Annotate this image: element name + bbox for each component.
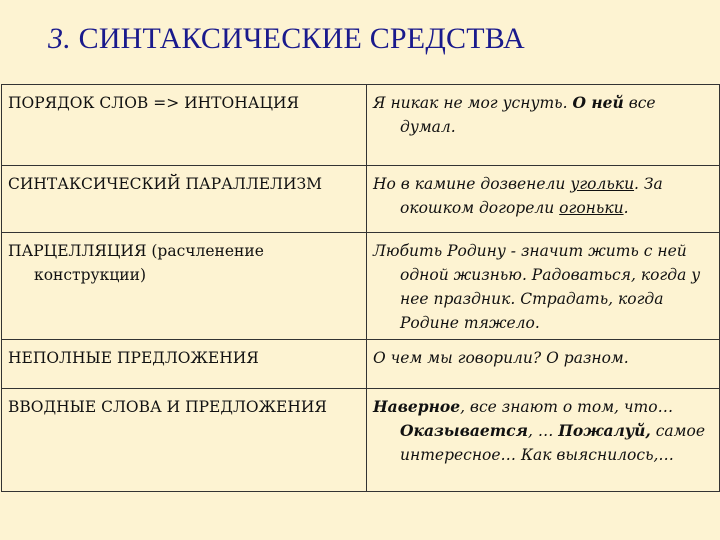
example-cell [367, 389, 720, 492]
example-bold: Пожалуй, [558, 421, 651, 440]
example-cell [367, 233, 720, 340]
example-bold: Наверное [373, 397, 461, 416]
title-text: СИНТАКСИЧЕСКИЕ СРЕДСТВА [78, 22, 525, 55]
syntax-devices-table [1, 84, 720, 492]
term-text: НЕПОЛНЫЕ ПРЕДЛОЖЕНИЯ [8, 349, 259, 367]
example-text: Я никак не мог уснуть. [373, 94, 573, 112]
example-text: , … [527, 422, 559, 440]
term-cell [2, 166, 367, 233]
example-text: . За окошком догорели [400, 175, 663, 217]
example-text: самое интересное… Как выяснилось,… [400, 422, 706, 464]
example-text: . [623, 199, 629, 217]
example-underlined: угольки [570, 175, 635, 193]
example-text: все думал. [400, 94, 656, 136]
example-text: О чем мы говорили? О разном. [373, 349, 629, 367]
table-row [2, 233, 720, 340]
table-row [2, 166, 720, 233]
example-bold: О ней [572, 93, 624, 112]
term-text: ВВОДНЫЕ СЛОВА И ПРЕДЛОЖЕНИЯ [8, 398, 327, 416]
term-text: ПОРЯДОК СЛОВ => ИНТОНАЦИЯ [8, 94, 300, 112]
term-cell [2, 85, 367, 166]
example-text: Любить Родину - значит жить с ней одной жизнью. Радоваться, когда у нее праздник. Страдать, когда Родине тяжело. [373, 242, 701, 332]
example-cell [367, 85, 720, 166]
example-cell [367, 340, 720, 389]
term-cell [2, 233, 367, 340]
slide-title [48, 22, 525, 56]
title-number: 3. [48, 22, 71, 55]
example-bold: Оказывается [400, 421, 528, 440]
table-row [2, 340, 720, 389]
table-row [2, 85, 720, 166]
table-row [2, 389, 720, 492]
term-text: СИНТАКСИЧЕСКИЙ ПАРАЛЛЕЛИЗМ [8, 175, 323, 193]
example-cell [367, 166, 720, 233]
term-cell [2, 340, 367, 389]
term-cell [2, 389, 367, 492]
example-underlined: огоньки [559, 199, 624, 217]
example-text: Но в камине дозвенели [373, 175, 571, 193]
term-text: ПАРЦЕЛЛЯЦИЯ (расчленение конструкции) [8, 242, 264, 284]
example-text: , все знают о том, что… [460, 398, 674, 416]
